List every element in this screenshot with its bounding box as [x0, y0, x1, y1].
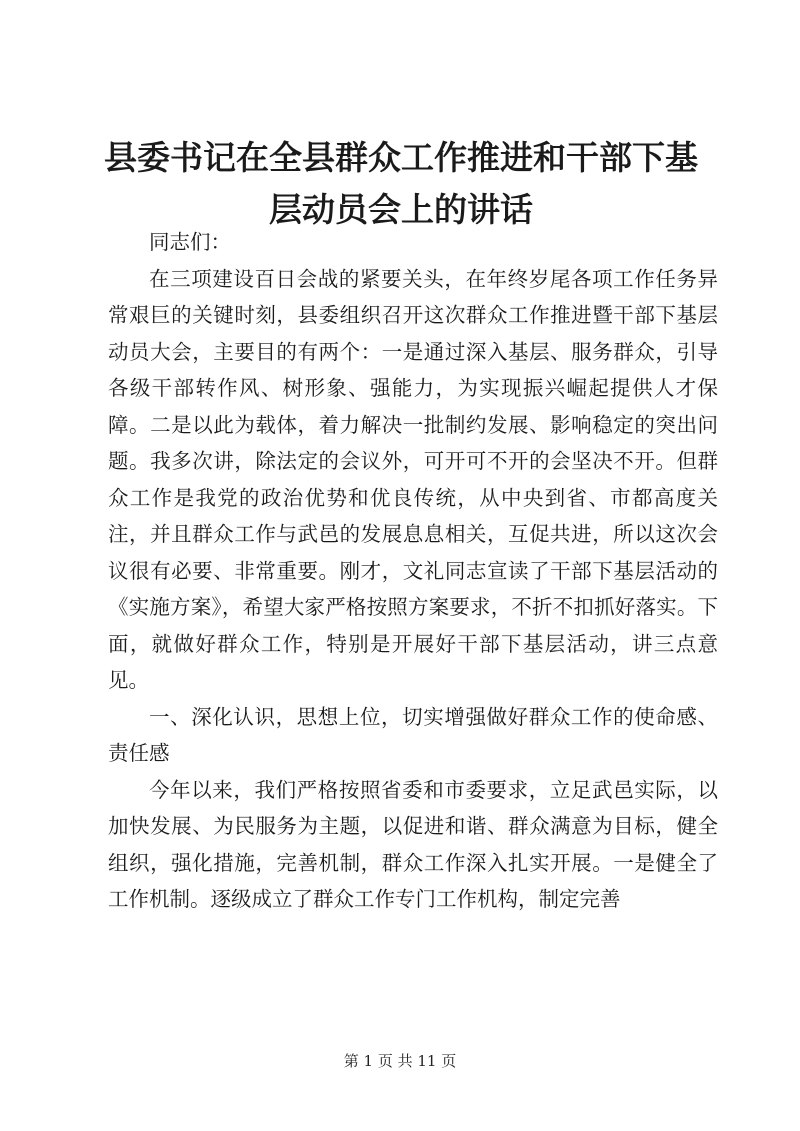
document-body — [108, 224, 718, 918]
page-number-footer: 第 1 页 共 11 页 — [343, 1052, 457, 1070]
document-title: 县委书记在全县群众工作推进和干部下基层动员会上的讲话 — [104, 138, 698, 229]
paragraph-section-body: 今年以来，我们严格按照省委和市委要求，立足武邑实际，以加快发展、为民服务为主题，以促进和谐、群众满意为目标，健全组织，强化措施，完善机制，群众工作深入扎实开展。一是健全了工作机制。逐级成立了群众工作专门工作机构，制定完善 — [108, 777, 718, 911]
paragraph-salutation: 同志们： — [149, 230, 231, 254]
section-heading: 一、深化认识，思想上位，切实增强做好群众工作的使命感、责任感 — [108, 704, 718, 765]
paragraph-intro: 在三项建设百日会战的紧要关头，在年终岁尾各项工作任务异常艰巨的关键时刻，县委组织召开这次群众工作推进暨干部下基层动员大会，主要目的有两个：一是通过深入基层、服务群众，引导各级干部转作风、树形象、强能力，为实现振兴崛起提供人才保障。二是以此为载体，着力解决一批制约发展、影响稳定的突出问题。我多次讲，除法定的会议外，可开可不开的会坚决不开。但群众工作是我党的政治优势和优良传统，从中央到省、市都高度关注，并且群众工作与武邑的发展息息相关，互促共进，所以这次会议很有必要、非常重要。刚才，文礼同志宣读了干部下基层活动的《实施方案》，希望大家严格按照方案要求，不折不扣抓好落实。下面，就做好群众工作，特别是开展好干部下基层活动，讲三点意见。 — [108, 266, 718, 692]
